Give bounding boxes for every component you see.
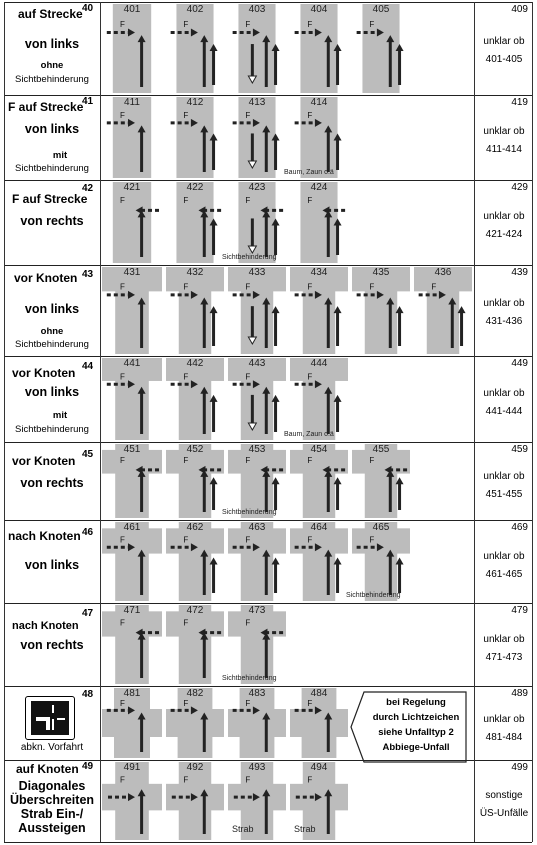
row-condition: ohne xyxy=(40,326,64,337)
cell-code: 442 xyxy=(186,358,204,369)
priority-road-icon xyxy=(26,697,74,739)
cell-code: 465 xyxy=(372,522,390,533)
accident-cell xyxy=(102,358,162,440)
vehicle-label: F xyxy=(369,282,375,292)
situation-diagram xyxy=(102,762,162,840)
row-condition-detail: Sichtbehinderung xyxy=(15,74,89,85)
row-title: F auf Strecke xyxy=(12,192,88,206)
cell-code: 481 xyxy=(123,688,141,699)
accident-cell xyxy=(102,762,162,840)
accident-cell xyxy=(166,762,224,840)
situation-diagram xyxy=(228,267,286,354)
situation-diagram xyxy=(102,97,162,178)
vehicle-label: F xyxy=(307,372,313,382)
situation-diagram xyxy=(228,444,286,518)
row-divider xyxy=(4,842,532,843)
accident-cell xyxy=(102,522,162,601)
situation-diagram xyxy=(228,4,286,93)
cell-code: 424 xyxy=(310,182,328,193)
vehicle-label: F xyxy=(307,20,313,30)
row-condition-detail: Sichtbehinderung xyxy=(15,163,89,174)
accident-cell xyxy=(228,97,286,178)
accident-cell xyxy=(290,522,348,601)
cell-code: 444 xyxy=(310,358,328,369)
vehicle-label: F xyxy=(183,699,189,709)
accident-cell xyxy=(166,267,224,354)
column-divider xyxy=(4,2,5,842)
result-cell xyxy=(476,181,532,264)
situation-diagram xyxy=(102,444,162,518)
accident-cell xyxy=(166,444,224,518)
vehicle-label: F xyxy=(120,456,125,466)
accident-cell xyxy=(290,358,348,440)
situation-diagram xyxy=(290,97,348,178)
row-title: nach Knoten xyxy=(12,620,79,632)
accident-cell xyxy=(352,444,410,518)
situation-diagram xyxy=(352,4,410,93)
situation-diagram xyxy=(228,605,286,684)
situation-diagram xyxy=(228,97,286,178)
result-code: 459 xyxy=(511,444,528,455)
row-subtitle: von links xyxy=(24,385,80,399)
vehicle-label: F xyxy=(120,618,125,628)
cell-code: 412 xyxy=(186,97,204,108)
cell-note: Sichtbehinderung xyxy=(222,509,277,516)
accident-cell xyxy=(352,522,410,601)
column-divider xyxy=(100,2,101,842)
row-divider xyxy=(4,760,532,761)
accident-cell xyxy=(102,605,162,684)
vehicle-label: F xyxy=(245,372,251,382)
vehicle-label: F xyxy=(183,20,189,30)
vehicle-label: F xyxy=(307,282,313,292)
result-code: 489 xyxy=(511,688,528,699)
row-number: 41 xyxy=(82,96,94,107)
row-subtitle: von links xyxy=(24,302,80,316)
cell-note: Sichtbehinderung xyxy=(346,592,401,599)
cell-code: 471 xyxy=(123,605,141,616)
cell-code: 441 xyxy=(123,358,141,369)
vehicle-label: F xyxy=(245,196,251,206)
accident-cell xyxy=(228,688,286,758)
accident-cell xyxy=(290,182,348,263)
row-divider xyxy=(4,603,532,604)
vehicle-label: F xyxy=(120,282,125,292)
accident-cell xyxy=(352,267,410,354)
row-condition: mit xyxy=(52,150,68,161)
row-number: 48 xyxy=(82,689,94,700)
unclear-label: unklar ob xyxy=(483,470,525,482)
row-number: 49 xyxy=(82,761,94,772)
vehicle-label: F xyxy=(183,282,189,292)
row-number: 42 xyxy=(82,183,94,194)
unclear-label: unklar ob xyxy=(483,126,525,138)
row-title: vor Knoten xyxy=(12,454,76,468)
vehicle-label: F xyxy=(120,775,125,785)
row-title: auf Strecke xyxy=(18,7,83,21)
row-divider xyxy=(4,2,532,3)
unclear-range: 411-414 xyxy=(486,144,522,156)
vehicle-label: F xyxy=(183,775,189,785)
situation-diagram xyxy=(166,97,224,178)
accident-cell xyxy=(290,97,348,178)
vehicle-label: F xyxy=(245,535,251,545)
result-cell xyxy=(476,604,532,685)
result-code: 469 xyxy=(511,522,528,533)
accident-cell xyxy=(102,444,162,518)
callout-line-3: siehe Unfalltyp 2 xyxy=(378,727,454,738)
row-subtitle: von rechts xyxy=(20,638,84,652)
unclear-label: sonstige xyxy=(485,790,523,802)
cell-note: Baum, Zaun o.ä xyxy=(284,431,334,438)
cell-code: 405 xyxy=(372,4,390,15)
accident-cell xyxy=(414,267,472,354)
situation-diagram xyxy=(166,4,224,93)
row-condition-detail: Sichtbehinderung xyxy=(15,339,89,350)
situation-diagram xyxy=(102,267,162,354)
unclear-label: unklar ob xyxy=(483,35,525,47)
situation-diagram xyxy=(166,522,224,601)
cell-code: 454 xyxy=(310,444,328,455)
row-subtitle-4: Aussteigen xyxy=(18,821,86,835)
row-subtitle: von rechts xyxy=(20,214,84,228)
row-subtitle: von rechts xyxy=(20,476,84,490)
cell-code: 414 xyxy=(310,97,328,108)
cell-code: 451 xyxy=(123,444,141,455)
accident-cell xyxy=(166,4,224,93)
result-code: 439 xyxy=(511,267,528,278)
accident-cell xyxy=(228,605,286,684)
accident-cell xyxy=(290,688,348,758)
vehicle-label: F xyxy=(120,20,125,30)
unclear-range: 451-455 xyxy=(485,488,523,500)
accident-cell xyxy=(228,522,286,601)
row-divider xyxy=(4,442,532,443)
row-title: vor Knoten xyxy=(14,271,78,285)
cell-code: 421 xyxy=(123,182,141,193)
cell-code: 433 xyxy=(248,267,266,278)
unclear-label: unklar ob xyxy=(483,298,525,310)
cell-code: 453 xyxy=(248,444,266,455)
cell-code: 411 xyxy=(124,97,140,108)
row-divider xyxy=(4,356,532,357)
accident-cell xyxy=(290,444,348,518)
unclear-range: 421-424 xyxy=(485,229,523,241)
result-cell xyxy=(476,761,532,841)
cell-note: Baum, Zaun o.ä xyxy=(284,169,334,176)
priority-sign xyxy=(25,696,75,740)
row-title: auf Knoten xyxy=(16,762,79,776)
vehicle-label: F xyxy=(245,111,251,121)
situation-diagram xyxy=(290,444,348,518)
unclear-label: unklar ob xyxy=(483,713,525,725)
vehicle-label: F xyxy=(245,618,251,628)
cell-code: 484 xyxy=(310,688,328,699)
row-subtitle: von links xyxy=(24,37,80,51)
cell-code: 464 xyxy=(310,522,328,533)
accident-cell xyxy=(228,444,286,518)
result-cell xyxy=(476,357,532,441)
situation-diagram xyxy=(290,267,348,354)
vehicle-label: F xyxy=(183,372,189,382)
accident-cell xyxy=(228,358,286,440)
row-number: 47 xyxy=(82,608,94,619)
unclear-range: 431-436 xyxy=(485,316,523,328)
vehicle-label: F xyxy=(183,535,189,545)
result-code: 449 xyxy=(511,358,528,369)
cell-code: 492 xyxy=(186,762,204,773)
accident-cell xyxy=(166,97,224,178)
row-title: nach Knoten xyxy=(8,529,81,543)
vehicle-label: F xyxy=(369,535,375,545)
signal-callout xyxy=(350,692,468,764)
row-divider xyxy=(4,686,532,687)
situation-diagram xyxy=(228,522,286,601)
accident-cell xyxy=(166,522,224,601)
accident-cell xyxy=(102,688,162,758)
cell-code: 455 xyxy=(372,444,390,455)
cell-code: 434 xyxy=(310,267,328,278)
result-cell xyxy=(476,443,532,519)
vehicle-label: F xyxy=(120,372,125,382)
unclear-label: unklar ob xyxy=(483,211,525,223)
vehicle-label: F xyxy=(369,456,375,466)
vehicle-label: F xyxy=(245,20,251,30)
situation-diagram xyxy=(228,358,286,440)
callout-line-2: durch Lichtzeichen xyxy=(372,712,460,723)
cell-code: 435 xyxy=(372,267,390,278)
situation-diagram xyxy=(166,358,224,440)
unclear-range: 481-484 xyxy=(485,731,523,743)
unclear-range: 461-465 xyxy=(485,568,523,580)
result-code: 499 xyxy=(511,762,528,773)
cell-code: 472 xyxy=(186,605,204,616)
row-condition: ohne xyxy=(40,60,64,71)
cell-code: 443 xyxy=(248,358,266,369)
result-cell xyxy=(476,3,532,94)
row-condition: abkn. Vorfahrt xyxy=(20,742,84,753)
cell-code: 432 xyxy=(186,267,204,278)
cell-note: Sichtbehinderung xyxy=(222,254,277,261)
column-divider xyxy=(474,2,475,842)
row-divider xyxy=(4,265,532,266)
accident-cell xyxy=(228,267,286,354)
row-number: 43 xyxy=(82,269,94,280)
cell-code: 491 xyxy=(123,762,141,773)
cell-code: 423 xyxy=(248,182,266,193)
tram-label: Strab xyxy=(294,824,316,834)
row-divider xyxy=(4,180,532,181)
vehicle-label: F xyxy=(120,699,125,709)
vehicle-label: F xyxy=(183,618,189,628)
result-code: 419 xyxy=(511,97,528,108)
cell-code: 493 xyxy=(248,762,266,773)
vehicle-label: F xyxy=(245,456,251,466)
row-subtitle-3: Strab Ein-/ xyxy=(20,807,84,821)
accident-cell xyxy=(352,4,410,93)
accident-cell xyxy=(102,182,162,263)
situation-diagram xyxy=(352,444,410,518)
vehicle-label: F xyxy=(245,282,251,292)
result-cell xyxy=(476,521,532,602)
unclear-range: 441-444 xyxy=(485,405,523,417)
unclear-label: unklar ob xyxy=(483,633,525,645)
unclear-range: 471-473 xyxy=(485,651,523,663)
accident-cell xyxy=(102,267,162,354)
situation-diagram xyxy=(290,522,348,601)
situation-diagram xyxy=(166,182,224,263)
accident-cell xyxy=(166,182,224,263)
unclear-range: 401-405 xyxy=(485,53,523,65)
situation-diagram xyxy=(102,4,162,93)
column-divider xyxy=(532,2,533,842)
row-subtitle: von links xyxy=(24,558,80,572)
callout-line-4: Abbiege-Unfall xyxy=(382,742,450,753)
cell-code: 401 xyxy=(123,4,141,15)
cell-code: 494 xyxy=(310,762,328,773)
situation-diagram xyxy=(290,182,348,263)
situation-diagram xyxy=(102,182,162,263)
accident-cell xyxy=(290,267,348,354)
callout-line-1: bei Regelung xyxy=(386,697,446,708)
cell-code: 431 xyxy=(123,267,141,278)
cell-code: 483 xyxy=(248,688,266,699)
cell-code: 436 xyxy=(434,267,452,278)
cell-code: 422 xyxy=(186,182,204,193)
result-cell xyxy=(476,266,532,355)
cell-code: 473 xyxy=(248,605,266,616)
vehicle-label: F xyxy=(431,282,437,292)
accident-cell xyxy=(166,688,224,758)
row-subtitle: Diagonales xyxy=(18,779,86,793)
vehicle-label: F xyxy=(120,111,125,121)
cell-code: 452 xyxy=(186,444,204,455)
row-divider xyxy=(4,520,532,521)
vehicle-label: F xyxy=(245,775,251,785)
row-number: 40 xyxy=(82,3,94,14)
cell-code: 404 xyxy=(310,4,328,15)
accident-cell xyxy=(228,4,286,93)
accident-cell xyxy=(290,4,348,93)
result-cell xyxy=(476,96,532,179)
unclear-label: unklar ob xyxy=(483,550,525,562)
situation-diagram xyxy=(290,358,348,440)
situation-diagram xyxy=(166,605,224,684)
accident-cell xyxy=(102,4,162,93)
situation-diagram xyxy=(102,605,162,684)
row-number: 45 xyxy=(82,449,94,460)
row-title: F auf Strecke xyxy=(8,100,84,114)
accident-cell xyxy=(166,605,224,684)
result-code: 479 xyxy=(511,605,528,616)
cell-code: 461 xyxy=(123,522,141,533)
row-condition: mit xyxy=(52,410,68,421)
vehicle-label: F xyxy=(120,535,125,545)
vehicle-label: F xyxy=(245,699,251,709)
situation-diagram xyxy=(166,762,224,840)
situation-diagram xyxy=(102,358,162,440)
situation-diagram xyxy=(290,4,348,93)
vehicle-label: F xyxy=(183,456,189,466)
situation-diagram xyxy=(352,267,410,354)
vehicle-label: F xyxy=(307,196,313,206)
row-subtitle: von links xyxy=(24,122,80,136)
accident-cell xyxy=(228,182,286,263)
cell-code: 413 xyxy=(248,97,266,108)
accident-cell xyxy=(102,97,162,178)
cell-code: 403 xyxy=(248,4,266,15)
situation-diagram xyxy=(414,267,472,354)
result-cell xyxy=(476,687,532,759)
cell-code: 402 xyxy=(186,4,204,15)
cell-code: 462 xyxy=(186,522,204,533)
situation-diagram xyxy=(228,182,286,263)
unclear-label: unklar ob xyxy=(483,387,525,399)
row-number: 46 xyxy=(82,527,94,538)
situation-diagram xyxy=(102,522,162,601)
situation-diagram xyxy=(166,444,224,518)
vehicle-label: F xyxy=(307,456,313,466)
cell-note: Sichtbehinderung xyxy=(222,675,277,682)
vehicle-label: F xyxy=(307,699,313,709)
vehicle-label: F xyxy=(307,775,313,785)
tram-label: Strab xyxy=(232,824,254,834)
vehicle-label: F xyxy=(183,196,189,206)
result-code: 429 xyxy=(511,182,528,193)
situation-diagram xyxy=(166,267,224,354)
row-number: 44 xyxy=(82,361,94,372)
vehicle-label: F xyxy=(120,196,125,206)
vehicle-label: F xyxy=(369,20,375,30)
cell-code: 463 xyxy=(248,522,266,533)
vehicle-label: F xyxy=(183,111,189,121)
row-title: vor Knoten xyxy=(12,366,76,380)
situation-diagram xyxy=(352,522,410,601)
row-condition-detail: Sichtbehinderung xyxy=(15,424,89,435)
vehicle-label: F xyxy=(307,111,313,121)
vehicle-label: F xyxy=(307,535,313,545)
row-divider xyxy=(4,95,532,96)
cell-code: 482 xyxy=(186,688,204,699)
row-subtitle-2: Überschreiten xyxy=(9,793,95,807)
result-code: 409 xyxy=(511,4,528,15)
unclear-range: ÜS-Unfälle xyxy=(479,808,529,820)
accident-cell xyxy=(166,358,224,440)
